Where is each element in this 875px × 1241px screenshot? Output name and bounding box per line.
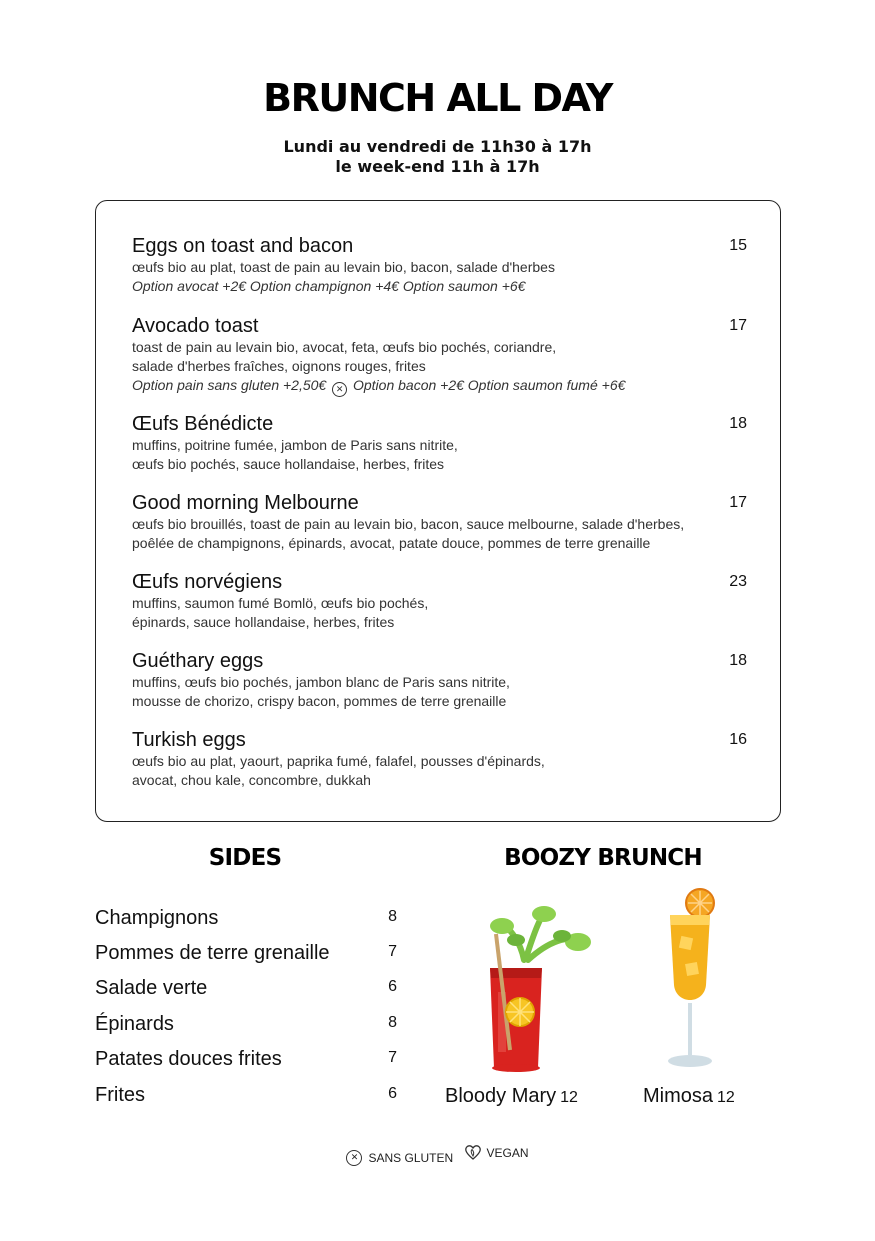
dish-item: [132, 649, 747, 711]
dish-price: 17: [729, 494, 747, 511]
dish-name: Avocado toast: [132, 315, 259, 337]
drink-name: Mimosa: [643, 1085, 714, 1107]
legend: [0, 1145, 875, 1166]
dish-price: 18: [729, 652, 747, 669]
side-price: 6: [388, 978, 397, 995]
mimosa-glass-icon: [650, 885, 730, 1075]
boozy-brunch-heading: BOOZY BRUNCH: [504, 845, 702, 871]
legend-vegan-label: VEGAN: [486, 1145, 529, 1160]
dish-name: Good morning Melbourne: [132, 492, 359, 514]
side-name: Pommes de terre grenaille: [95, 942, 330, 964]
menu-title: BRUNCH ALL DAY: [263, 76, 612, 120]
drink-price: 12: [560, 1089, 578, 1106]
side-item: [95, 905, 397, 933]
dish-description: œufs bio au plat, yaourt, paprika fumé, falafel, pousses d'épinards, avocat, chou kale, concombre, dukkah: [132, 753, 545, 788]
dish-name: Guéthary eggs: [132, 650, 264, 672]
dish-description: œufs bio au plat, toast de pain au levain bio, bacon, salade d'herbes: [132, 259, 555, 275]
side-price: 8: [388, 908, 397, 925]
side-item: [95, 975, 397, 1003]
dish-name: Turkish eggs: [132, 729, 246, 751]
legend-gluten-free-label: SANS GLUTEN: [368, 1151, 454, 1165]
drink-price: 12: [717, 1089, 735, 1106]
bloody-mary-glass-icon: [480, 900, 600, 1075]
side-name: Champignons: [95, 907, 219, 929]
dish-description: œufs bio brouillés, toast de pain au levain bio, bacon, sauce melbourne, salade d'herbes, poêlée de champignons, épinards, avocat, patate douce, pommes de terre grenaille: [132, 516, 685, 551]
dish-item: [132, 570, 747, 632]
dish-name: Eggs on toast and bacon: [132, 235, 354, 257]
side-item: [95, 1046, 397, 1074]
side-item: [95, 1011, 397, 1039]
option-gluten-free: Option pain sans gluten +2,50€: [132, 377, 327, 393]
legend-gluten-free: [346, 1150, 453, 1166]
hours-weekday: Lundi au vendredi de 11h30 à 17h: [283, 137, 592, 156]
legend-vegan: [465, 1145, 529, 1160]
gluten-free-icon: ✕: [332, 382, 347, 397]
dish-price: 15: [729, 237, 747, 254]
sides-heading: SIDES: [208, 845, 282, 871]
side-price: 6: [388, 1085, 397, 1102]
option-extras: Option bacon +2€ Option saumon fumé +6€: [352, 377, 626, 393]
drink-mimosa: [643, 1083, 735, 1111]
side-item: [95, 940, 397, 968]
dish-item: [132, 314, 747, 397]
dish-price: 23: [729, 573, 747, 590]
dish-price: 16: [729, 731, 747, 748]
drink-name: Bloody Mary: [445, 1085, 557, 1107]
hours-weekend: le week-end 11h à 17h: [335, 157, 540, 176]
side-name: Frites: [95, 1084, 145, 1106]
dish-description: toast de pain au levain bio, avocat, feta, œufs bio pochés, coriandre, salade d'herbes fraîches, oignons rouges, frites: [132, 339, 557, 374]
dish-price: 17: [729, 317, 747, 334]
side-price: 7: [388, 943, 397, 960]
dish-description: muffins, saumon fumé Bomlö, œufs bio pochés, épinards, sauce hollandaise, herbes, frites: [132, 595, 429, 630]
drink-bloody-mary: [445, 1083, 578, 1111]
dish-description: muffins, œufs bio pochés, jambon blanc de Paris sans nitrite, mousse de chorizo, crispy bacon, pommes de terre grenaille: [132, 674, 510, 709]
opening-hours: [0, 137, 875, 177]
side-price: 7: [388, 1049, 397, 1066]
side-item: [95, 1082, 397, 1110]
dish-description: muffins, poitrine fumée, jambon de Paris sans nitrite, œufs bio pochés, sauce hollandaise, herbes, frites: [132, 437, 458, 472]
dish-options: [132, 376, 747, 397]
side-name: Épinards: [95, 1013, 174, 1035]
dish-item: [132, 412, 747, 474]
dish-item: [132, 491, 747, 553]
dish-options: Option avocat +2€ Option champignon +4€ Option saumon +6€: [132, 278, 526, 294]
dish-name: Œufs Bénédicte: [132, 413, 274, 435]
gluten-free-icon: ✕: [346, 1150, 362, 1166]
dish-item: [132, 234, 747, 296]
vegan-heart-icon: [465, 1145, 481, 1160]
side-name: Salade verte: [95, 977, 208, 999]
side-price: 8: [388, 1014, 397, 1031]
brunch-menu-box: [95, 200, 781, 822]
side-name: Patates douces frites: [95, 1048, 282, 1070]
dish-name: Œufs norvégiens: [132, 571, 283, 593]
dish-item: [132, 728, 747, 790]
dish-price: 18: [729, 415, 747, 432]
